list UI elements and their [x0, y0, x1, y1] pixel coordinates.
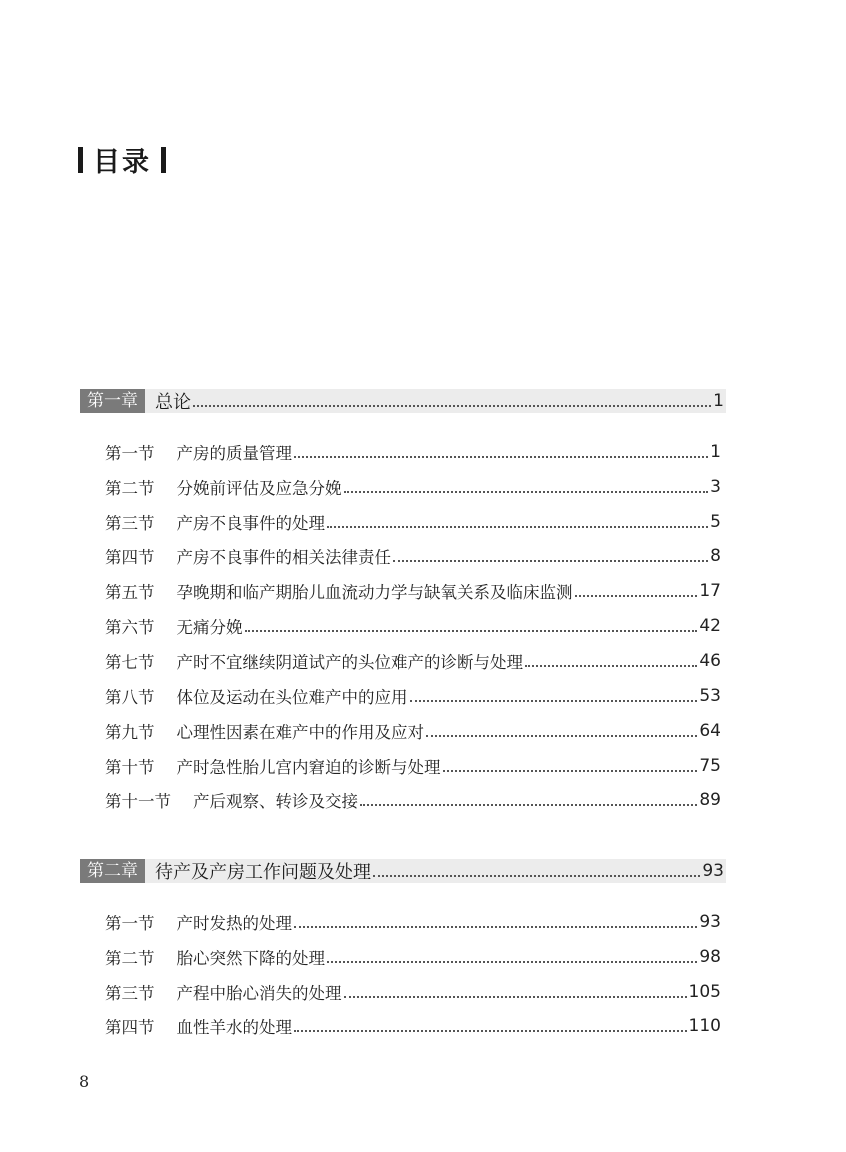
- section-page: 98: [699, 947, 721, 967]
- toc-entry[interactable]: [105, 910, 723, 934]
- dot-leader: [410, 700, 698, 702]
- toc-entry[interactable]: [105, 510, 723, 534]
- toc-entry[interactable]: [105, 980, 723, 1004]
- page-number: 8: [79, 1072, 90, 1091]
- section-label: 第三节: [105, 514, 155, 533]
- section-title: 胎心突然下降的处理: [176, 949, 325, 968]
- dot-leader: [327, 526, 708, 528]
- dot-leader: [373, 875, 700, 877]
- chapter-label: 第一章: [80, 389, 145, 413]
- section-label: 第五节: [105, 583, 155, 602]
- chapter-row[interactable]: [80, 859, 726, 883]
- toc-entry[interactable]: [105, 475, 723, 499]
- section-label: 第十节: [105, 758, 155, 777]
- section-label: 第八节: [105, 688, 155, 707]
- section-page: 3: [710, 477, 721, 497]
- section-title: 无痛分娩: [176, 618, 243, 637]
- dot-leader: [525, 665, 697, 667]
- section-label: 第十一节: [105, 792, 171, 811]
- toc-entry[interactable]: [105, 649, 723, 673]
- section-title: 孕晚期和临产期胎儿血流动力学与缺氧关系及临床监测: [176, 583, 573, 602]
- toc-entry[interactable]: [105, 945, 723, 969]
- section-label: 第二节: [105, 479, 155, 498]
- section-title: 血性羊水的处理: [176, 1018, 292, 1037]
- chapter-row[interactable]: [80, 389, 726, 413]
- dot-leader: [193, 405, 711, 407]
- dot-leader: [294, 1030, 687, 1032]
- toc-entry[interactable]: [105, 684, 723, 708]
- toc-entry[interactable]: [105, 754, 723, 778]
- chapter-label: 第二章: [80, 859, 145, 883]
- section-page: 46: [699, 651, 721, 671]
- section-page: 1: [710, 442, 721, 462]
- dot-leader: [443, 770, 698, 772]
- heading-bar-left: [78, 147, 83, 173]
- section-page: 105: [688, 982, 721, 1002]
- section-title: 产房的质量管理: [176, 444, 292, 463]
- dot-leader: [360, 804, 697, 806]
- dot-leader: [575, 595, 698, 597]
- dot-leader: [393, 560, 708, 562]
- section-page: 89: [699, 790, 721, 810]
- toc-entry[interactable]: [105, 579, 723, 603]
- dot-leader: [294, 926, 697, 928]
- toc-heading: [78, 140, 166, 179]
- section-page: 75: [699, 756, 721, 776]
- section-title: 分娩前评估及应急分娩: [176, 479, 342, 498]
- chapter-page: 1: [713, 391, 724, 411]
- section-label: 第一节: [105, 444, 155, 463]
- section-title: 产时急性胎儿宫内窘迫的诊断与处理: [176, 758, 441, 777]
- chapter-page: 93: [702, 861, 724, 881]
- dot-leader: [344, 491, 709, 493]
- dot-leader: [294, 456, 708, 458]
- section-label: 第三节: [105, 984, 155, 1003]
- chapter-title: 总论: [155, 392, 191, 413]
- section-page: 8: [710, 546, 721, 566]
- section-page: 5: [710, 512, 721, 532]
- toc-entry[interactable]: [105, 614, 723, 638]
- section-label: 第二节: [105, 949, 155, 968]
- toc-entry[interactable]: [105, 719, 723, 743]
- page-title: 目录: [93, 147, 151, 178]
- section-label: 第四节: [105, 1018, 155, 1037]
- section-title: 产时发热的处理: [176, 914, 292, 933]
- section-page: 42: [699, 616, 721, 636]
- section-title: 产后观察、转诊及交接: [193, 792, 358, 811]
- section-page: 110: [688, 1016, 721, 1036]
- section-title: 产房不良事件的处理: [176, 514, 325, 533]
- section-label: 第七节: [105, 653, 155, 672]
- chapter-title: 待产及产房工作问题及处理: [155, 862, 371, 883]
- section-label: 第一节: [105, 914, 155, 933]
- section-title: 产程中胎心消失的处理: [176, 984, 342, 1003]
- section-label: 第四节: [105, 548, 155, 567]
- toc-entry[interactable]: [105, 440, 723, 464]
- dot-leader: [344, 996, 687, 998]
- section-title: 产房不良事件的相关法律责任: [176, 548, 391, 567]
- section-page: 17: [699, 581, 721, 601]
- section-label: 第九节: [105, 723, 155, 742]
- section-page: 93: [699, 912, 721, 932]
- dot-leader: [327, 961, 697, 963]
- dot-leader: [426, 735, 697, 737]
- section-page: 64: [699, 721, 721, 741]
- toc-entry[interactable]: [105, 544, 723, 568]
- section-title: 产时不宜继续阴道试产的头位难产的诊断与处理: [176, 653, 523, 672]
- toc-entry[interactable]: [105, 1014, 723, 1038]
- toc-entry[interactable]: [105, 788, 723, 812]
- section-title: 体位及运动在头位难产中的应用: [176, 688, 408, 707]
- section-page: 53: [699, 686, 721, 706]
- dot-leader: [245, 630, 698, 632]
- section-label: 第六节: [105, 618, 155, 637]
- section-title: 心理性因素在难产中的作用及应对: [176, 723, 424, 742]
- heading-bar-right: [161, 147, 166, 173]
